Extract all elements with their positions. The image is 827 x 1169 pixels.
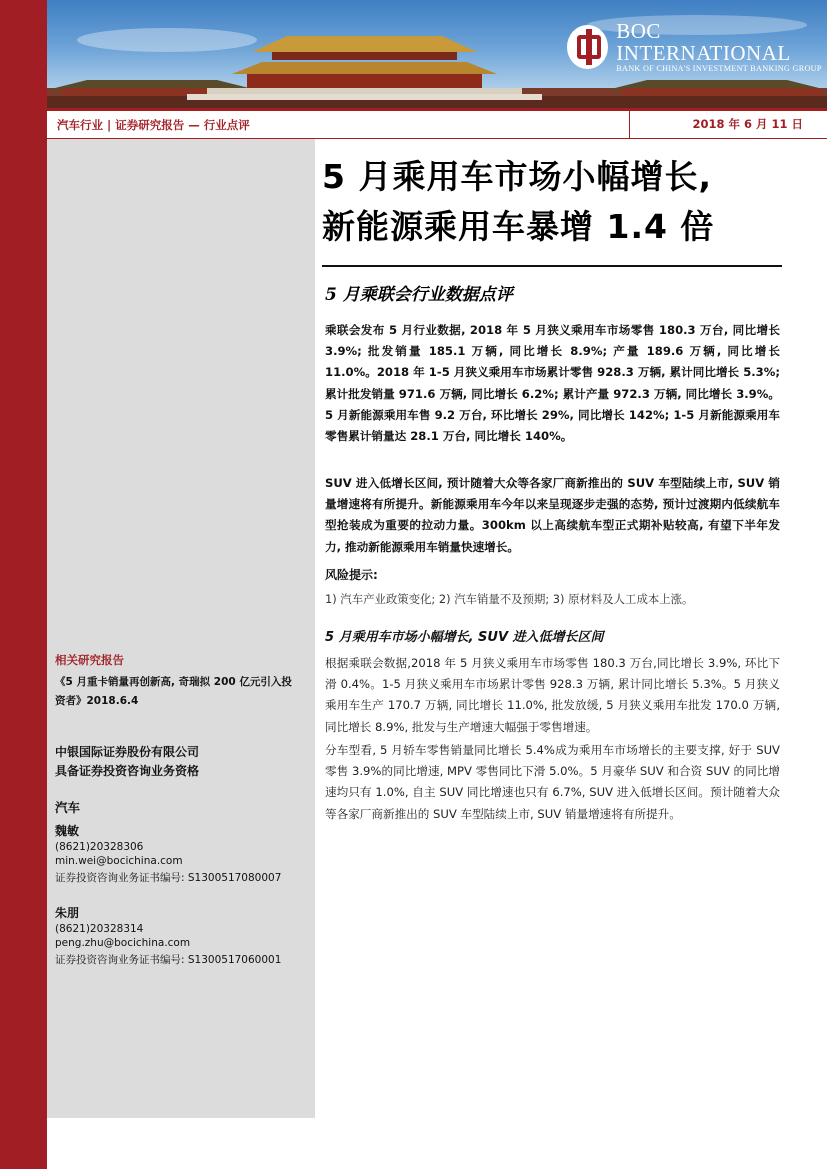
summary-paragraph-1: 乘联会发布 5 月行业数据, 2018 年 5 月狭义乘用车市场零售 180.3 万台, 同比增长 3.9%; 批发销量 185.1 万辆, 同比增长 8.9%; 产量 189.6 万辆, 同比增长 11.0%。2018 年 1-5 月狭义乘用车市场累计零售 928.3 万辆, 累计同比增长 5.3%; 累计批发销量 971.6 万辆, 同比增长 6.2%; 累计产量 972.3 万辆, 同比增长 3.9%。5 月新能源乘用车售 9.2 万台, 环比增长 29%, 同比增长 142%; 1-5 月新能源乘用车零售累计销量达 28.1 万台, 同比增长 140%。	[325, 323, 780, 444]
left-brand-bar	[0, 0, 47, 1169]
risk-text: 1) 汽车产业政策变化; 2) 汽车销量不及预期; 3) 原材料及人工成本上涨。	[325, 592, 694, 606]
category-bar	[47, 111, 827, 139]
logo-tagline: BANK OF CHINA'S INVESTMENT BANKING GROUP	[616, 64, 822, 73]
company-qualification: 具备证券投资咨询业务资格	[55, 764, 200, 778]
title-rule	[322, 265, 782, 267]
report-category: 汽车行业 | 证券研究报告 — 行业点评	[57, 118, 250, 132]
section-paragraph-1: 根据乘联会数据,2018 年 5 月狭义乘用车市场零售 180.3 万台,同比增长 3.9%, 环比下滑 0.4%。1-5 月狭义乘用车市场累计零售 928.3 万辆, 累计同比增长 5.3%。5 月狭义乘用车生产 170.7 万辆, 同比增长 11.0%, 批发放缓, 5 月狭义乘用车批发 170.0 万辆, 同比增长 8.9%, 批发与生产增速大幅强于零售增速。	[325, 656, 780, 734]
analyst-name: 魏敏	[55, 824, 80, 838]
analyst-email[interactable]: min.wei@bocichina.com	[55, 855, 183, 867]
analyst-name: 朱朋	[55, 906, 80, 920]
report-date: 2018 年 6 月 11 日	[629, 111, 827, 138]
analyst-phone: (8621)20328306	[55, 841, 144, 853]
risk-title: 风险提示:	[325, 568, 378, 582]
company-name: 中银国际证券股份有限公司	[55, 745, 200, 759]
header-banner	[47, 0, 827, 108]
title-line-2: 新能源乘用车暴增 1.4 倍	[322, 207, 715, 246]
related-report-item[interactable]: 《5 月重卡销量再创新高, 奇瑞拟 200 亿元引入投资者》2018.6.4	[55, 676, 292, 707]
related-reports-title: 相关研究报告	[55, 653, 124, 667]
boc-emblem-icon	[567, 25, 608, 69]
logo-name: BOC INTERNATIONAL	[616, 19, 791, 65]
report-subtitle: 5 月乘联会行业数据点评	[325, 285, 513, 305]
report-title	[322, 152, 782, 252]
title-line-1: 5 月乘用车市场小幅增长,	[322, 157, 712, 196]
sidebar	[47, 139, 315, 1118]
boc-international-logo	[567, 20, 827, 73]
analyst-email[interactable]: peng.zhu@bocichina.com	[55, 937, 191, 949]
sector-label: 汽车	[55, 800, 81, 815]
analyst-cert: 证券投资咨询业务证书编号: S1300517080007	[55, 872, 282, 884]
analyst-cert: 证券投资咨询业务证书编号: S1300517060001	[55, 954, 282, 966]
section-title: 5 月乘用车市场小幅增长, SUV 进入低增长区间	[325, 630, 604, 645]
analyst-phone: (8621)20328314	[55, 923, 144, 935]
section-paragraph-2: 分车型看, 5 月轿车零售销量同比增长 5.4%成为乘用车市场增长的主要支撑, 好于 SUV 零售 3.9%的同比增速, MPV 零售同比下滑 5.0%。5 月豪华 SUV 和合资 SUV 的同比增速均只有 1.0%, 自主 SUV 同比增速也只有 6.7%, SUV 进入低增长区间。预计随着大众等各家厂商新推出的 SUV 车型陆续上市, SUV 销量增速将有所提升。	[325, 743, 780, 821]
summary-paragraph-2: SUV 进入低增长区间, 预计随着大众等各家厂商新推出的 SUV 车型陆续上市, SUV 销量增速将有所提升。新能源乘用车今年以来呈现逐步走强的态势, 预计过渡期内低续航车型抢装成为重要的拉动力量。300km 以上高续航车型正式期补贴较高, 有望下半年发力, 推动新能源乘用车销量快速增长。	[325, 476, 780, 554]
